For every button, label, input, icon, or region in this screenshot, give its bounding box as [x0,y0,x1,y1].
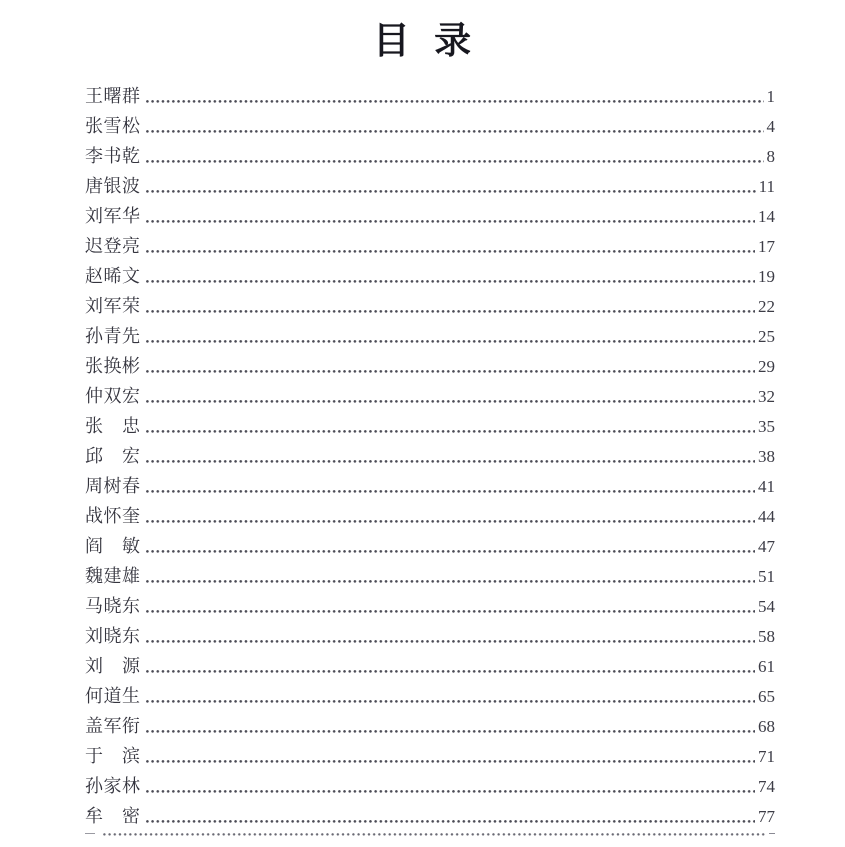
toc-entry-row [85,771,775,801]
toc-entry-row [85,501,775,531]
dotted-leader [146,550,756,553]
toc-entry-row [85,141,775,171]
entry-name: 周树春 [85,476,141,496]
toc-entry-row [85,441,775,471]
entry-name: 刘军华 [85,206,141,226]
entry-name: 孙青先 [85,326,141,346]
toc-entry-row [85,471,775,501]
entry-page-number: 58 [758,627,775,646]
entry-name: 邱 宏 [85,446,141,466]
dotted-leader [146,640,756,643]
entry-page-number: 65 [758,687,775,706]
toc-entry-row [85,651,775,681]
toc-list [85,81,775,831]
entry-page-number: 8 [766,147,775,166]
toc-entry-row [85,741,775,771]
entry-name: 赵晞文 [85,266,141,286]
entry-name: 刘军荣 [85,296,141,316]
dotted-leader [146,220,756,223]
dotted-leader [146,280,756,283]
toc-entry-row [85,561,775,591]
partial-next-entry [85,833,775,837]
entry-page-number: 19 [758,267,775,286]
dotted-leader [146,580,756,583]
toc-entry-row [85,711,775,741]
toc-entry-row [85,291,775,321]
partial-next-entry-leader [103,833,767,836]
dotted-leader [146,430,756,433]
entry-name: 战怀奎 [85,506,141,526]
toc-entry-row [85,171,775,201]
entry-page-number: 11 [758,177,775,196]
toc-entry-row [85,321,775,351]
entry-name: 李书乾 [85,146,141,166]
entry-page-number: 32 [758,387,775,406]
toc-entry-row [85,591,775,621]
dotted-leader [146,670,756,673]
entry-page-number: 29 [758,357,775,376]
dotted-leader [146,490,756,493]
toc-entry-row [85,381,775,411]
dotted-leader [146,730,756,733]
dotted-leader [146,190,756,193]
dotted-leader [146,160,764,163]
entry-page-number: 35 [758,417,775,436]
dotted-leader [146,100,764,103]
toc-entry-row [85,351,775,381]
entry-page-number: 25 [758,327,775,346]
dotted-leader [146,250,756,253]
partial-page-fragment [769,833,775,837]
entry-page-number: 47 [758,537,775,556]
toc-entry-row [85,111,775,141]
dotted-leader [146,310,756,313]
dotted-leader [146,130,764,133]
entry-name: 盖军衔 [85,716,141,736]
toc-entry-row [85,801,775,831]
entry-name: 张 忠 [85,416,141,436]
entry-name: 于 滨 [85,746,141,766]
partial-name-fragment [85,833,95,837]
entry-name: 马晓东 [85,596,141,616]
entry-page-number: 38 [758,447,775,466]
dotted-leader [146,370,756,373]
entry-page-number: 68 [758,717,775,736]
entry-name: 王曙群 [85,86,141,106]
entry-page-number: 71 [758,747,775,766]
toc-entry-row [85,531,775,561]
dotted-leader [146,520,756,523]
entry-name: 唐银波 [85,176,141,196]
entry-page-number: 22 [758,297,775,316]
entry-name: 张换彬 [85,356,141,376]
entry-page-number: 41 [758,477,775,496]
entry-page-number: 44 [758,507,775,526]
entry-page-number: 14 [758,207,775,226]
entry-page-number: 61 [758,657,775,676]
entry-name: 刘晓东 [85,626,141,646]
toc-entry-row [85,231,775,261]
entry-name: 孙家林 [85,776,141,796]
toc-entry-row [85,201,775,231]
entry-name: 刘 源 [85,656,141,676]
entry-name: 张雪松 [85,116,141,136]
entry-name: 迟登亮 [85,236,141,256]
page-title: 目 录 [372,21,473,62]
dotted-leader [146,460,756,463]
entry-page-number: 77 [758,807,775,826]
dotted-leader [146,340,756,343]
entry-name: 何道生 [85,686,141,706]
entry-page-number: 74 [758,777,775,796]
entry-page-number: 54 [758,597,775,616]
toc-entry-row [85,411,775,441]
toc-entry-row [85,621,775,651]
toc-entry-row [85,81,775,111]
toc-entry-row [85,261,775,291]
dotted-leader [146,400,756,403]
dotted-leader [146,700,756,703]
entry-name: 阎 敏 [85,536,141,556]
entry-name: 牟 密 [85,806,141,826]
entry-page-number: 51 [758,567,775,586]
entry-page-number: 4 [766,117,775,136]
dotted-leader [146,760,756,763]
dotted-leader [146,790,756,793]
entry-name: 仲双宏 [85,386,141,406]
entry-name: 魏建雄 [85,566,141,586]
entry-page-number: 17 [758,237,775,256]
dotted-leader [146,610,756,613]
entry-page-number: 1 [766,87,775,106]
dotted-leader [146,820,756,823]
toc-entry-row [85,681,775,711]
